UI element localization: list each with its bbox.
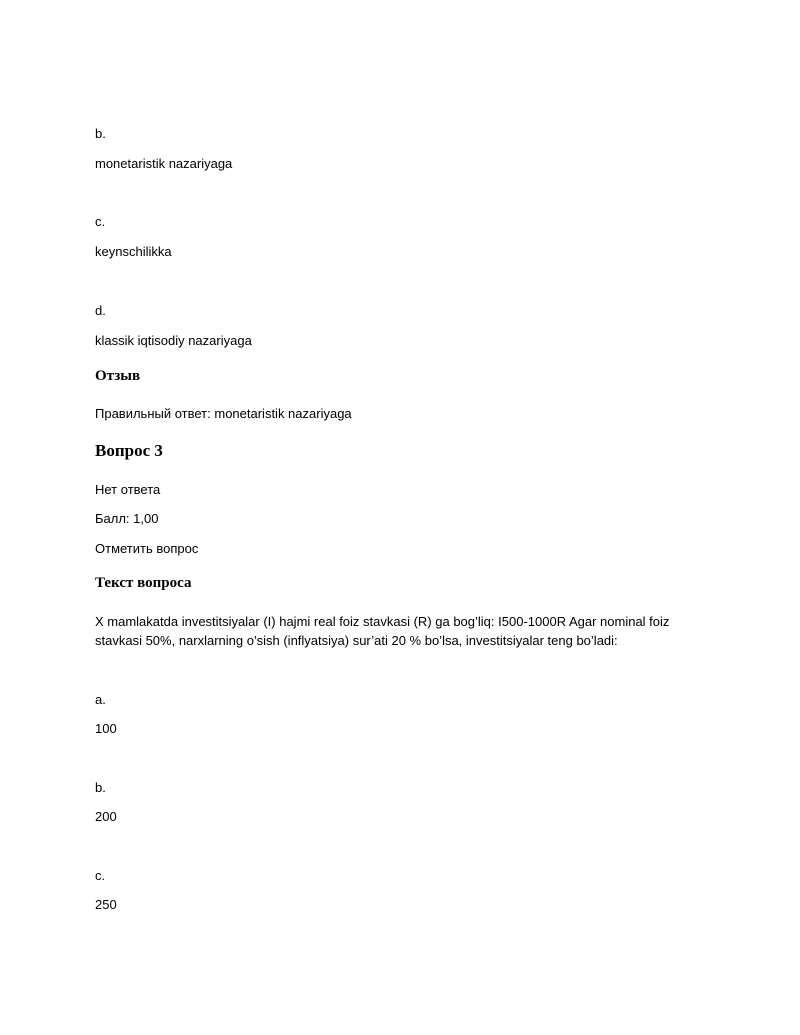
- option-text: monetaristik nazariyaga: [95, 156, 233, 171]
- option-letter: c.: [95, 868, 106, 883]
- option-text: keynschilikka: [95, 244, 172, 259]
- option-text[interactable]: 250: [95, 897, 117, 912]
- correct-answer-text: Правильный ответ: monetaristik nazariyaga: [95, 406, 352, 421]
- option-text: klassik iqtisodiy nazariyaga: [95, 333, 252, 348]
- question-text-heading: Текст вопроса: [95, 575, 192, 591]
- question-status: Нет ответа: [95, 482, 161, 497]
- feedback-heading: Отзыв: [95, 368, 141, 384]
- option-text[interactable]: 200: [95, 809, 117, 824]
- option-text[interactable]: 100: [95, 721, 117, 736]
- option-letter: a.: [95, 692, 106, 707]
- question-text: X mamlakatda investitsiyalar (I) hajmi real foiz stavkasi (R) ga bog’liq: I500-1000R Agar nominal foiz stavkasi 50%, narxlarning o’sish (inflyatsiya) sur’ati 20 % bo’lsa, investitsiyalar teng bo’ladi:: [95, 614, 670, 648]
- option-letter: b.: [95, 780, 106, 795]
- option-letter: d.: [95, 303, 106, 318]
- flag-question-link[interactable]: Отметить вопрос: [95, 541, 199, 556]
- option-letter: b.: [95, 126, 106, 141]
- option-letter: c.: [95, 214, 106, 229]
- question-score: Балл: 1,00: [95, 511, 159, 526]
- question-heading: Вопрос 3: [95, 441, 163, 460]
